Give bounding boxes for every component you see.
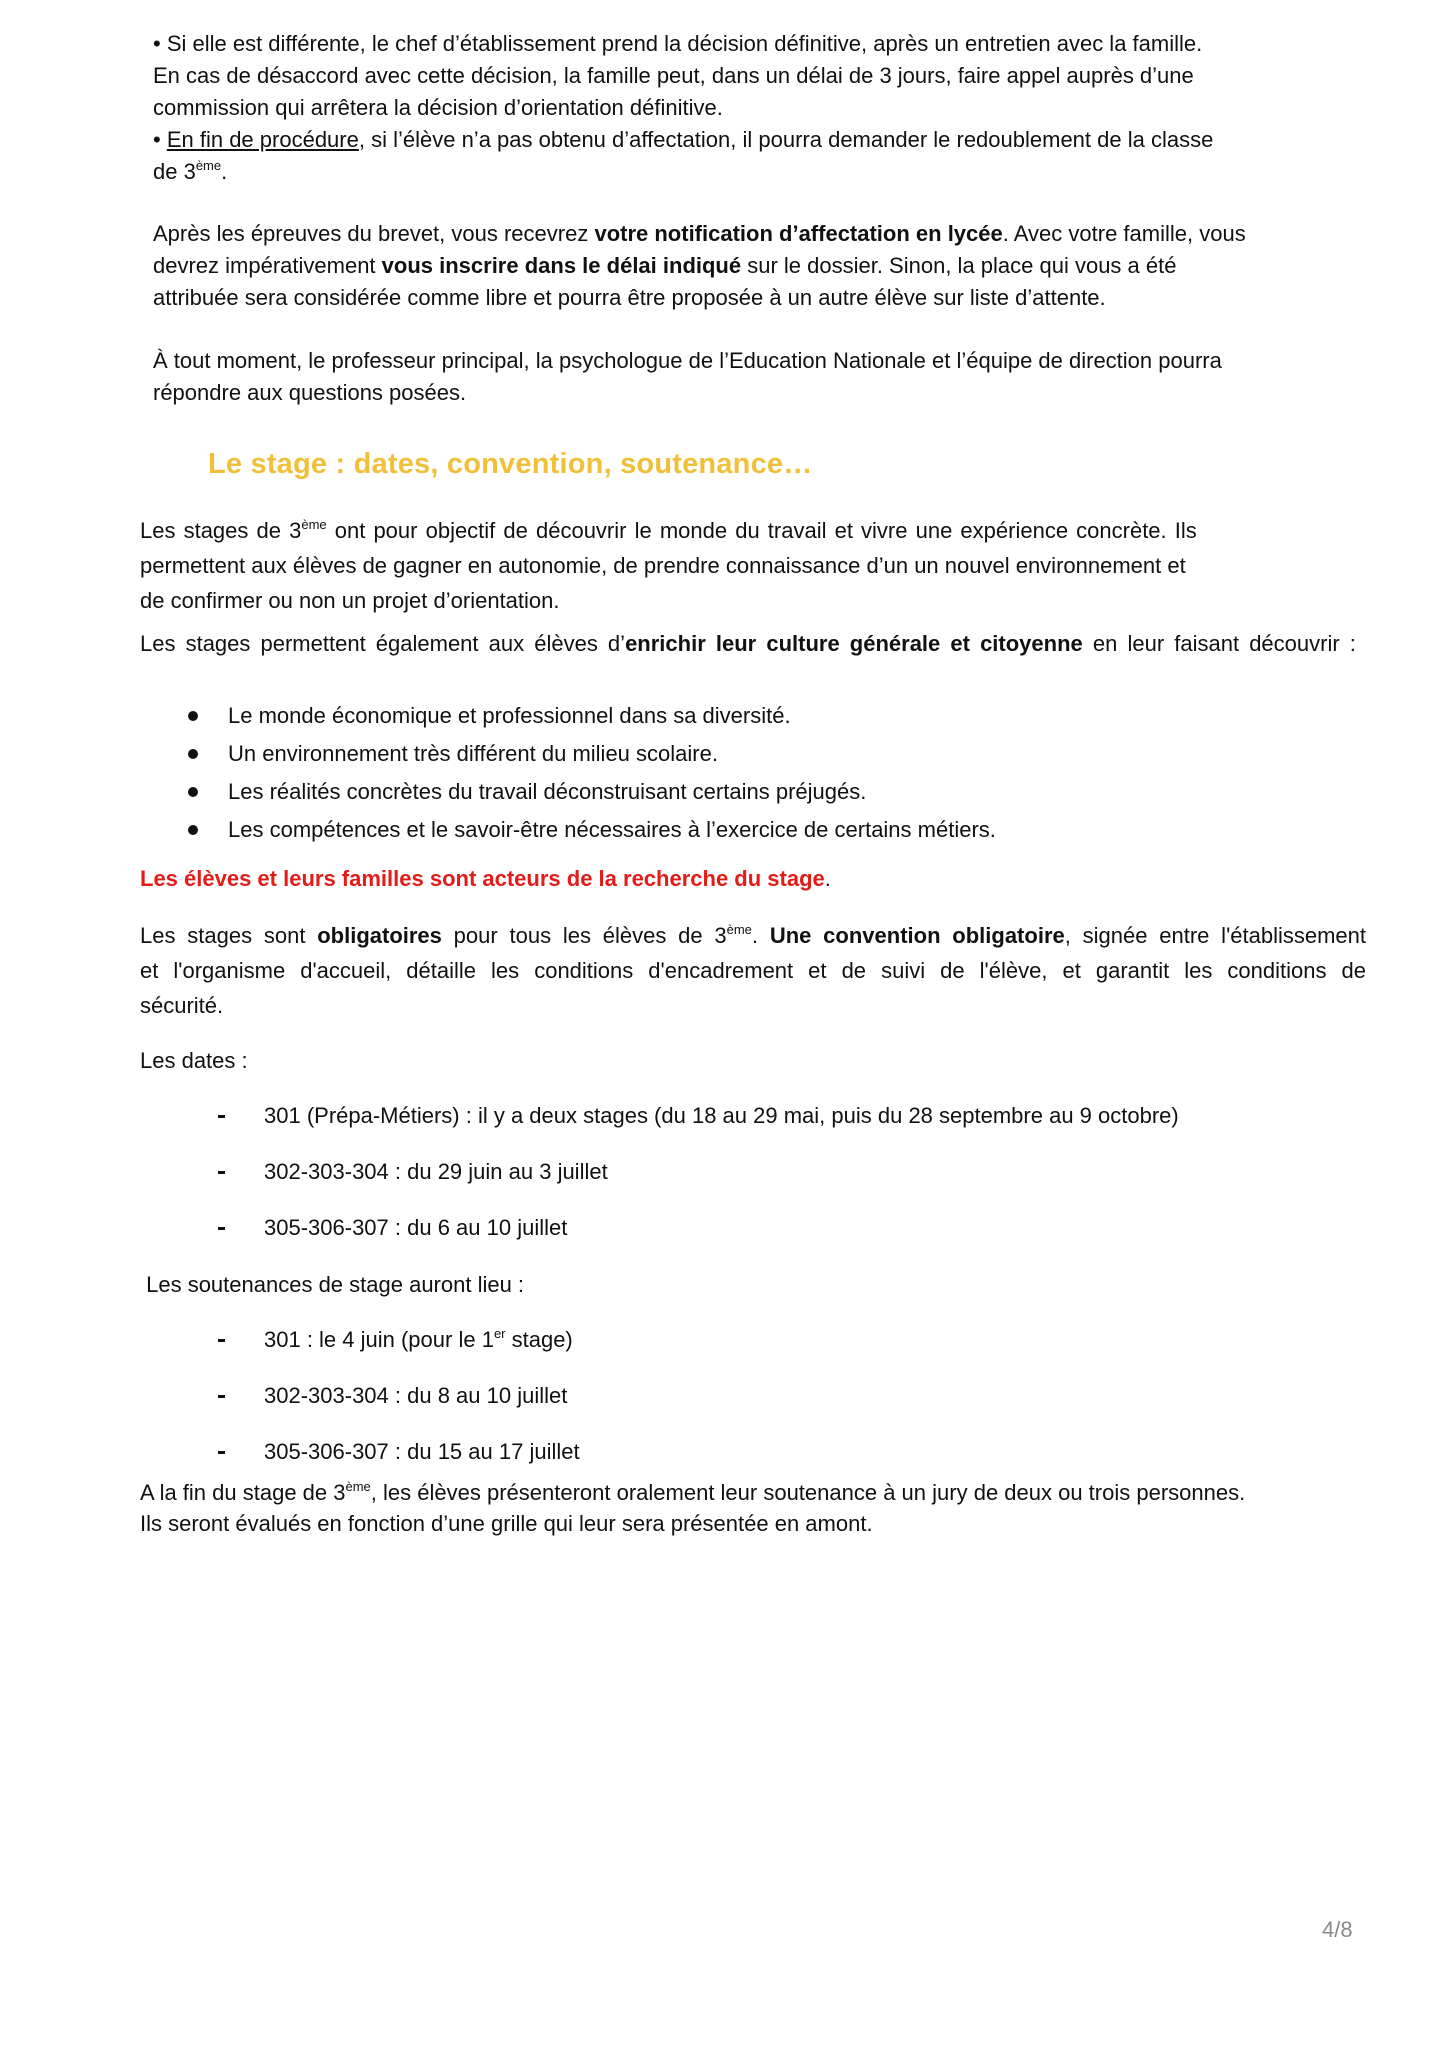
actors-emphasis-line: Les élèves et leurs familles sont acteurs de la recherche du stage. (140, 866, 831, 891)
list-item: 301 : le 4 juin (pour le 1er stage) (140, 1312, 580, 1368)
bold-phrase: Une convention obligatoire (769, 923, 1065, 948)
list-item: Un environnement très différent du milieu scolaire. (140, 735, 996, 773)
contact-paragraph (153, 345, 1222, 409)
list-item: 302-303-304 : du 8 au 10 juillet (140, 1368, 580, 1424)
bullet-icon (188, 825, 198, 835)
page-number: 4/8 (1322, 1917, 1353, 1942)
dash-bullet-icon (218, 1115, 225, 1118)
bullet-icon (188, 711, 198, 721)
dash-bullet-icon (218, 1171, 225, 1174)
text-line: • Si elle est différente, le chef d’établissement prend la décision définitive, après un entretien avec la famille. (153, 31, 1203, 56)
discovery-bullet-list (140, 697, 996, 849)
text-line: devrez impérativement vous inscrire dans le délai indiqué sur le dossier. Sinon, la place qui vous a été (153, 253, 1177, 278)
list-item: 305-306-307 : du 15 au 17 juillet (140, 1424, 580, 1480)
text-line: Après les épreuves du brevet, vous recevrez votre notification d’affectation en lycée. Avec votre famille, vous (153, 221, 1246, 246)
text-line: En cas de désaccord avec cette décision, la famille peut, dans un délai de 3 jours, faire appel auprès d’une (153, 63, 1194, 88)
dash-bullet-icon (218, 1451, 225, 1454)
text-line: commission qui arrêtera la décision d’orientation définitive. (153, 95, 723, 120)
bold-phrase: obligatoires (317, 923, 442, 948)
text-line: A la fin du stage de 3ème, les élèves présenteront oralement leur soutenance à un jury de deux ou trois personnes. (140, 1479, 1246, 1505)
dash-bullet-icon (218, 1339, 225, 1342)
soutenances-label: Les soutenances de stage auront lieu : (140, 1272, 525, 1297)
text-line: répondre aux questions posées. (153, 380, 467, 405)
soutenances-list (140, 1312, 580, 1480)
text-line: de confirmer ou non un projet d’orientation. (140, 588, 560, 613)
bullet-icon (188, 787, 198, 797)
list-item: Les réalités concrètes du travail déconstruisant certains préjugés. (140, 773, 996, 811)
list-item: Le monde économique et professionnel dans sa diversité. (140, 697, 996, 735)
text-line: Ils seront évalués en fonction d’une grille qui leur sera présentée en amont. (140, 1511, 873, 1536)
bold-phrase: votre notification d’affectation en lycée (594, 221, 1003, 246)
list-item: 302-303-304 : du 29 juin au 3 juillet (140, 1144, 1179, 1200)
list-item: 301 (Prépa-Métiers) : il y a deux stages (du 18 au 29 mai, puis du 28 septembre au 9 octobre) (140, 1088, 1179, 1144)
text-line: attribuée sera considérée comme libre et pourra être proposée à un autre élève sur liste d’attente. (153, 285, 1106, 310)
red-bold-statement: Les élèves et leurs familles sont acteurs de la recherche du stage (140, 866, 825, 891)
underlined-phrase: En fin de procédure (166, 127, 359, 152)
text-line: À tout moment, le professeur principal, la psychologue de l’Education Nationale et l’équipe de direction pourra (153, 348, 1222, 373)
bullet-icon (188, 749, 198, 759)
text-line: de 3ème. (153, 158, 228, 184)
conclusion-paragraph (140, 1477, 1245, 1539)
bold-phrase: vous inscrire dans le délai indiqué (381, 253, 742, 278)
orientation-decision-paragraph (153, 28, 1213, 188)
stage-intro-paragraph (140, 513, 1320, 618)
text-line: • En fin de procédure, si l’élève n’a pas obtenu d’affectation, il pourra demander le redoublement de la classe (153, 127, 1214, 152)
obligation-paragraph: Les stages sont obligatoires pour tous les élèves de 3ème. Une convention obligatoire, signée entre l'établissement et l'organisme d'accueil, détaille les conditions d'encadrement et de suivi de l'élève, et garantit les conditions de sécurité. (140, 922, 1367, 1018)
dash-bullet-icon (218, 1395, 225, 1398)
text-line: permettent aux élèves de gagner en autonomie, de prendre connaissance d’un un nouvel environnement et (140, 553, 1186, 578)
dates-label: Les dates : (140, 1048, 248, 1073)
dash-bullet-icon (218, 1227, 225, 1230)
affectation-paragraph (153, 218, 1246, 314)
text-line: Les stages de 3ème ont pour objectif de découvrir le monde du travail et vivre une expérience concrète. Ils (140, 517, 1197, 543)
bold-phrase: enrichir leur culture générale et citoyenne (625, 631, 1083, 656)
section-heading: Le stage : dates, convention, soutenance… (208, 448, 813, 480)
list-item: 305-306-307 : du 6 au 10 juillet (140, 1200, 1179, 1256)
list-item: Les compétences et le savoir-être nécessaires à l’exercice de certains métiers. (140, 811, 996, 849)
dates-list (140, 1088, 1179, 1256)
culture-paragraph: Les stages permettent également aux élèves d’enrichir leur culture générale et citoyenne en leur faisant découvrir : (140, 631, 1356, 656)
